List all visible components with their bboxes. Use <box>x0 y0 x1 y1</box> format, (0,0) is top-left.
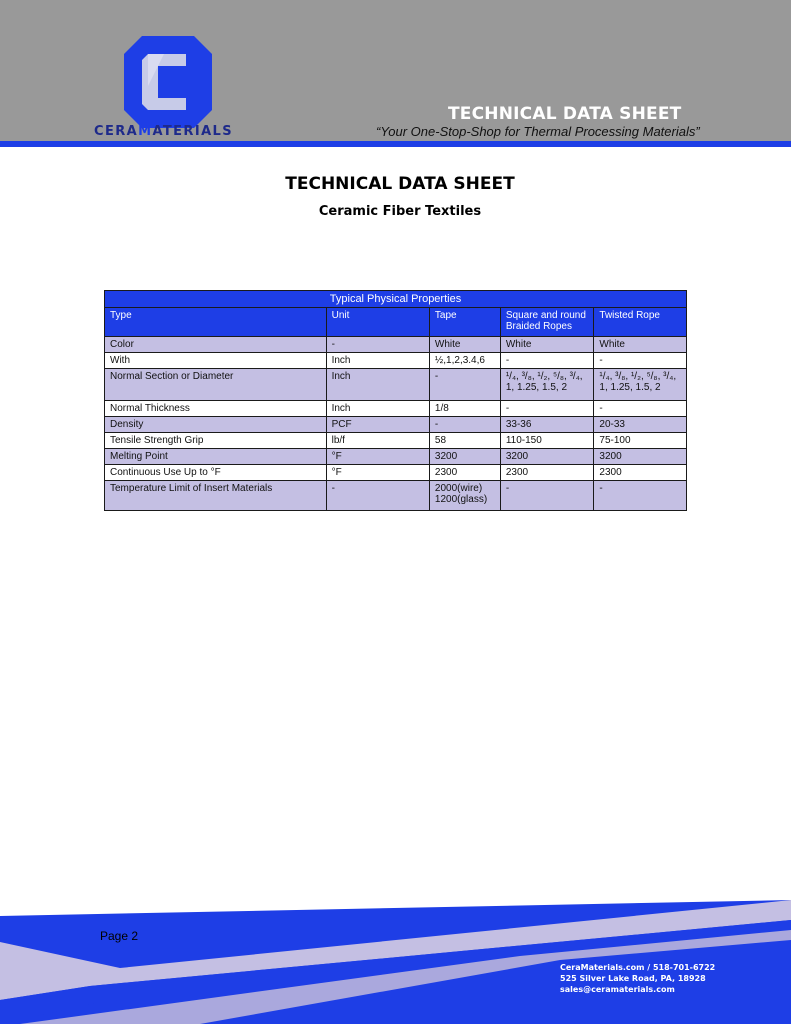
table-cell: - <box>500 353 594 369</box>
table-cell: - <box>429 369 500 401</box>
table-cell: Color <box>105 337 327 353</box>
column-header-tape: Tape <box>429 308 500 337</box>
table-cell: °F <box>326 449 429 465</box>
table-cell: Normal Section or Diameter <box>105 369 327 401</box>
contact-website-phone: CeraMaterials.com / 518-701-6722 <box>560 963 716 972</box>
table-header-row <box>105 308 687 337</box>
table-cell: Temperature Limit of Insert Materials <box>105 481 327 511</box>
table-cell: 33-36 <box>500 417 594 433</box>
column-header-braided-ropes: Square and round Braided Ropes <box>500 308 594 337</box>
table-cell: - <box>326 481 429 511</box>
table-row <box>105 401 687 417</box>
table-cell: 2300 <box>429 465 500 481</box>
table-cell: 2000(wire) 1200(glass) <box>429 481 500 511</box>
header-tagline: “Your One-Stop-Shop for Thermal Processing Materials” <box>376 124 700 139</box>
header-title: TECHNICAL DATA SHEET <box>448 104 682 124</box>
table-cell: - <box>500 401 594 417</box>
table-cell: - <box>500 481 594 511</box>
table-caption-row <box>105 291 687 308</box>
table-cell: Density <box>105 417 327 433</box>
table-row <box>105 465 687 481</box>
table-cell: 110-150 <box>500 433 594 449</box>
table-cell: Continuous Use Up to °F <box>105 465 327 481</box>
table-cell: 3200 <box>594 449 687 465</box>
logo-wordmark-part1: CERA <box>94 124 139 139</box>
table-cell: 3200 <box>429 449 500 465</box>
logo-wordmark <box>94 124 233 139</box>
contact-info <box>560 962 715 995</box>
table-cell: 1/8 <box>429 401 500 417</box>
table-cell: Inch <box>326 353 429 369</box>
ceramaterials-logo-icon <box>124 36 212 128</box>
table-row <box>105 417 687 433</box>
column-header-twisted-rope: Twisted Rope <box>594 308 687 337</box>
table-caption: Typical Physical Properties <box>105 291 687 308</box>
table-cell: 2300 <box>500 465 594 481</box>
column-header-unit: Unit <box>326 308 429 337</box>
header-stripe <box>0 141 791 147</box>
table-row <box>105 449 687 465</box>
table-cell: - <box>594 481 687 511</box>
table-cell: - <box>594 353 687 369</box>
contact-address: 525 Silver Lake Road, PA, 18928 <box>560 974 706 983</box>
table-cell: - <box>429 417 500 433</box>
footer-decoration <box>0 880 791 1024</box>
table-cell: 58 <box>429 433 500 449</box>
table-cell: Normal Thickness <box>105 401 327 417</box>
column-header-type: Type <box>105 308 327 337</box>
table-cell: 3200 <box>500 449 594 465</box>
table-cell: 2300 <box>594 465 687 481</box>
table-row <box>105 433 687 449</box>
table-cell: Melting Point <box>105 449 327 465</box>
table-row <box>105 369 687 401</box>
table-cell: White <box>500 337 594 353</box>
table-cell: - <box>326 337 429 353</box>
table-cell: ¹/₄, ³/₈, ¹/₂, ⁵/₈, ³/₄, 1, 1.25, 1.5, 2 <box>594 369 687 401</box>
table-cell: With <box>105 353 327 369</box>
table-cell: 20-33 <box>594 417 687 433</box>
table-row <box>105 481 687 511</box>
table-cell: Inch <box>326 401 429 417</box>
table-cell: Inch <box>326 369 429 401</box>
logo-wordmark-m: M <box>138 124 153 139</box>
table-cell: ½,1,2,3.4,6 <box>429 353 500 369</box>
table-cell: Tensile Strength Grip <box>105 433 327 449</box>
table-cell: White <box>429 337 500 353</box>
logo-wordmark-part2: ATERIALS <box>152 124 233 139</box>
table-cell: °F <box>326 465 429 481</box>
document-subtitle: Ceramic Fiber Textiles <box>318 204 482 219</box>
table-cell: - <box>594 401 687 417</box>
table-cell: White <box>594 337 687 353</box>
contact-email: sales@ceramaterials.com <box>560 985 675 994</box>
table-row <box>105 353 687 369</box>
document-title: TECHNICAL DATA SHEET <box>285 174 515 194</box>
page-number: Page 2 <box>100 929 139 943</box>
table-cell: 75-100 <box>594 433 687 449</box>
table-cell: PCF <box>326 417 429 433</box>
table-cell: lb/f <box>326 433 429 449</box>
properties-table <box>104 290 687 511</box>
table-cell: ¹/₄, ³/₈, ¹/₂, ⁵/₈, ³/₄, 1, 1.25, 1.5, 2 <box>500 369 594 401</box>
table-row <box>105 337 687 353</box>
